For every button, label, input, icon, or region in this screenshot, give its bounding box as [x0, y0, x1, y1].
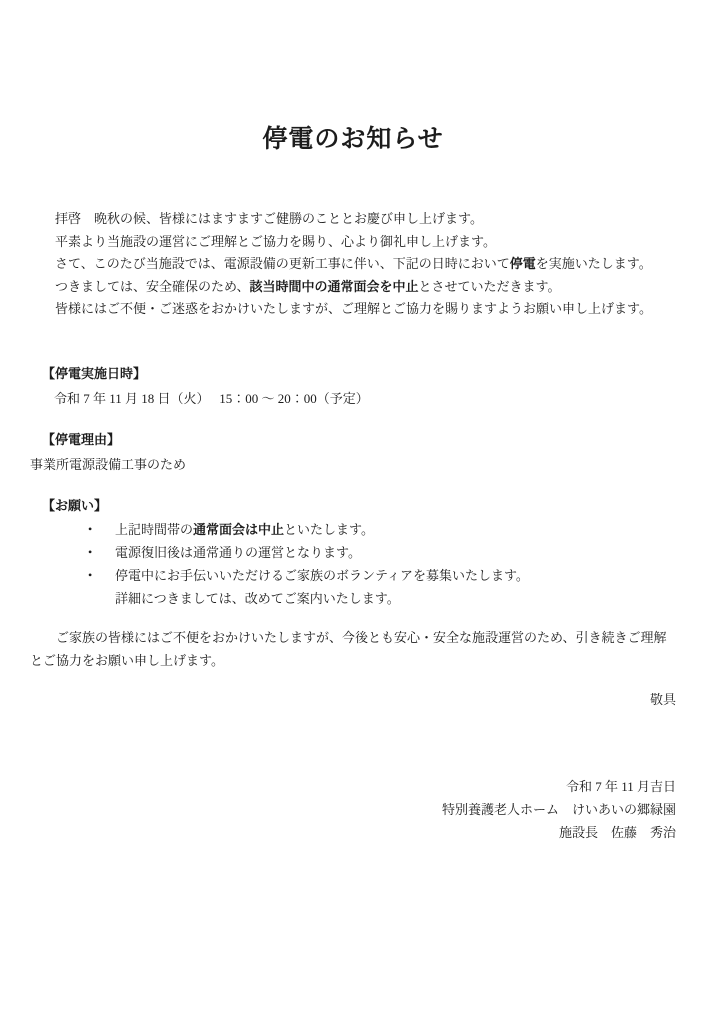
- bullet-icon: •: [88, 522, 93, 536]
- outage-datetime-value: 令和 7 年 11 月 18 日（火） 15：00 ～ 20：00（予定）: [54, 391, 369, 406]
- section-heading-outage-datetime: 【停電実施日時】: [42, 365, 147, 381]
- section-heading-outage-reason: 【停電理由】: [42, 431, 121, 447]
- bullet-continuation-text: 詳細につきましては、改めてご案内いたします。: [115, 591, 400, 606]
- request-bullet-list: [30, 518, 676, 610]
- greeting-line: つきましては、安全確保のため、該当時間中の通常面会を中止とさせていただきます。: [55, 278, 561, 294]
- signature-date: 令和 7 年 11 月吉日: [565, 778, 676, 794]
- signature-author: 施設長 佐藤 秀治: [558, 824, 676, 840]
- bullet-icon: •: [88, 568, 93, 582]
- list-item: [30, 564, 676, 587]
- greeting-paragraph: [30, 208, 676, 321]
- section-heading-requests: 【お願い】: [42, 497, 108, 513]
- greeting-line: 拝啓 晩秋の候、皆様にはますますご健勝のこととお慶び申し上げます。: [55, 211, 483, 226]
- bullet-text: 電源復旧後は通常通りの運営となります。: [115, 545, 361, 560]
- list-item: [30, 541, 676, 564]
- notice-title: 停電のお知らせ: [262, 126, 444, 153]
- signature-organization: 特別養護老人ホーム けいあいの郷緑園: [441, 801, 676, 817]
- greeting-line: 平素より当施設の運営にご理解とご協力を賜り、心より御礼申し上げます。: [55, 233, 496, 249]
- bullet-text: 上記時間帯の通常面会は中止といたします。: [115, 522, 374, 537]
- signature-block: [30, 775, 676, 844]
- greeting-line: さて、このたび当施設では、電源設備の更新工事に伴い、下記の日時において停電を実施いたします。: [55, 256, 652, 271]
- list-item: [30, 518, 676, 541]
- closing-paragraph: ご家族の皆様にはご不便をおかけいたしますが、今後とも安心・安全な施設運営のため、引き続きご理解とご協力をお願い申し上げます。: [30, 630, 667, 668]
- outage-reason-value: 事業所電源設備工事のため: [30, 457, 187, 472]
- bullet-icon: •: [88, 545, 93, 559]
- greeting-line: 皆様にはご不便・ご迷惑をおかけいたしますが、ご理解とご協力を賜りますようお願い申し上げます。: [55, 301, 652, 316]
- bullet-text: 停電中にお手伝いいただけるご家族のボランティアを募集いたします。: [115, 568, 529, 583]
- closing-salutation: 敬具: [649, 692, 676, 707]
